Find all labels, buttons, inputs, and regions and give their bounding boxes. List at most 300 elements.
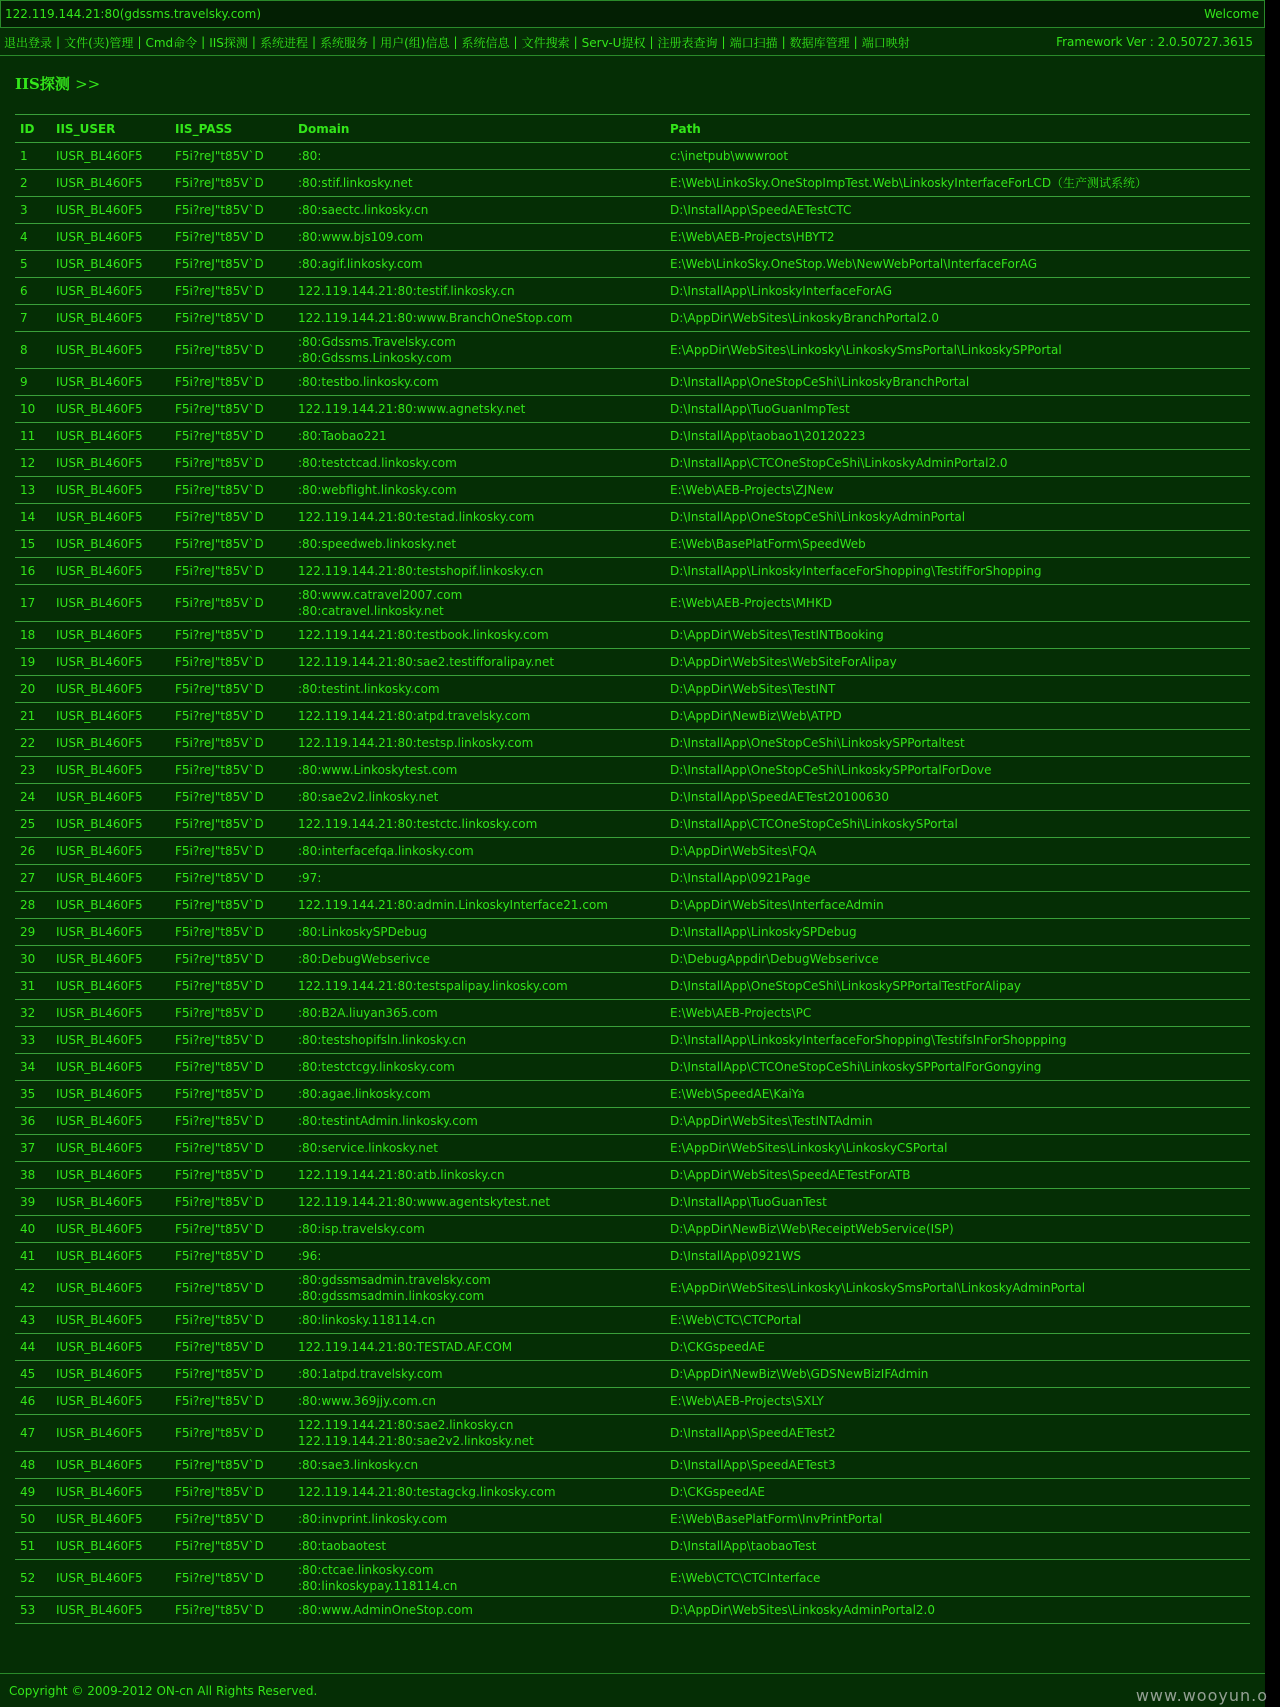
cell-path: D:\CKGspeedAE: [665, 1334, 1250, 1361]
cell-domain: [293, 1027, 665, 1054]
cell-domain: [293, 278, 665, 305]
table-row: [15, 1334, 1250, 1361]
cell-iis-user: IUSR_BL460F5: [51, 1243, 170, 1270]
domain-binding: :80:1atpd.travelsky.com: [298, 1367, 443, 1381]
cell-iis-user: IUSR_BL460F5: [51, 504, 170, 531]
table-row: [15, 865, 1250, 892]
cell-id: 1: [15, 143, 51, 170]
framework-version: Framework Ver : 2.0.50727.3615: [1056, 35, 1253, 49]
cell-id: 53: [15, 1597, 51, 1624]
table-row: [15, 757, 1250, 784]
cell-path: E:\Web\CTC\CTCInterface: [665, 1560, 1250, 1597]
cell-iis-user: IUSR_BL460F5: [51, 838, 170, 865]
table-row: [15, 1270, 1250, 1307]
cell-domain: [293, 251, 665, 278]
domain-binding: 122.119.144.21:80:testshopif.linkosky.cn: [298, 564, 544, 578]
cell-id: 24: [15, 784, 51, 811]
table-row: [15, 450, 1250, 477]
cell-path: D:\AppDir\WebSites\TestINTBooking: [665, 622, 1250, 649]
table-row: [15, 622, 1250, 649]
cell-id: 52: [15, 1560, 51, 1597]
cell-iis-user: IUSR_BL460F5: [51, 369, 170, 396]
table-row: [15, 1135, 1250, 1162]
domain-binding: :96:: [298, 1249, 322, 1263]
cell-iis-pass: F5i?reJ"t85V`D: [170, 946, 293, 973]
domain-binding: :80:isp.travelsky.com: [298, 1222, 425, 1236]
cell-path: D:\InstallApp\CTCOneStopCeShi\LinkoskySPPortalForGongying: [665, 1054, 1250, 1081]
nav-link[interactable]: IIS探测: [209, 35, 248, 50]
cell-iis-pass: F5i?reJ"t85V`D: [170, 1135, 293, 1162]
nav-separator: |: [573, 35, 578, 49]
cell-iis-user: IUSR_BL460F5: [51, 757, 170, 784]
cell-domain: [293, 1162, 665, 1189]
domain-binding: :80:www.bjs109.com: [298, 230, 424, 244]
cell-id: 10: [15, 396, 51, 423]
page-title: [15, 73, 100, 94]
nav-bar: [0, 29, 1265, 56]
domain-binding: :80:www.AdminOneStop.com: [298, 1603, 473, 1617]
nav-link[interactable]: 系统信息: [461, 35, 510, 50]
cell-path: D:\InstallApp\OneStopCeShi\LinkoskySPPortalForDove: [665, 757, 1250, 784]
cell-iis-user: IUSR_BL460F5: [51, 1506, 170, 1533]
cell-iis-pass: F5i?reJ"t85V`D: [170, 892, 293, 919]
cell-domain: [293, 892, 665, 919]
domain-binding: :80:stif.linkosky.net: [298, 176, 413, 190]
cell-path: D:\InstallApp\OneStopCeShi\LinkoskySPPortalTestForAlipay: [665, 973, 1250, 1000]
iis-table: [15, 114, 1250, 1624]
cell-id: 47: [15, 1415, 51, 1452]
cell-domain: [293, 332, 665, 369]
nav-link[interactable]: 文件搜索: [521, 35, 570, 50]
domain-binding: :80:www.catravel2007.com: [298, 588, 463, 602]
cell-iis-pass: F5i?reJ"t85V`D: [170, 504, 293, 531]
domain-binding: :97:: [298, 871, 322, 885]
cell-iis-user: IUSR_BL460F5: [51, 703, 170, 730]
cell-path: D:\InstallApp\SpeedAETest2: [665, 1415, 1250, 1452]
cell-domain: [293, 1597, 665, 1624]
cell-iis-user: IUSR_BL460F5: [51, 1000, 170, 1027]
cell-id: 45: [15, 1361, 51, 1388]
cell-domain: [293, 622, 665, 649]
cell-path: E:\AppDir\WebSites\Linkosky\LinkoskySmsPortal\LinkoskyAdminPortal: [665, 1270, 1250, 1307]
table-row: [15, 1216, 1250, 1243]
cell-domain: [293, 504, 665, 531]
cell-iis-pass: F5i?reJ"t85V`D: [170, 757, 293, 784]
domain-binding: 122.119.144.21:80:atb.linkosky.cn: [298, 1168, 505, 1182]
domain-binding: 122.119.144.21:80:testad.linkosky.com: [298, 510, 535, 524]
cell-iis-pass: F5i?reJ"t85V`D: [170, 1560, 293, 1597]
cell-iis-user: IUSR_BL460F5: [51, 251, 170, 278]
table-row: [15, 676, 1250, 703]
cell-iis-pass: F5i?reJ"t85V`D: [170, 251, 293, 278]
cell-iis-pass: F5i?reJ"t85V`D: [170, 919, 293, 946]
cell-domain: [293, 1135, 665, 1162]
table-row: [15, 946, 1250, 973]
cell-domain: [293, 1479, 665, 1506]
domain-binding: :80:interfacefqa.linkosky.com: [298, 844, 474, 858]
cell-iis-pass: F5i?reJ"t85V`D: [170, 676, 293, 703]
cell-iis-pass: F5i?reJ"t85V`D: [170, 1415, 293, 1452]
domain-binding: :80:Gdssms.Linkosky.com: [298, 351, 452, 365]
column-header-path: Path: [665, 115, 1250, 143]
domain-binding: :80:agae.linkosky.com: [298, 1087, 431, 1101]
cell-domain: [293, 919, 665, 946]
table-row: [15, 1479, 1250, 1506]
cell-path: E:\Web\SpeedAE\KaiYa: [665, 1081, 1250, 1108]
table-row: [15, 305, 1250, 332]
nav-separator: |: [649, 35, 654, 49]
nav-link[interactable]: 退出登录: [4, 35, 53, 50]
cell-path: D:\InstallApp\OneStopCeShi\LinkoskyAdminPortal: [665, 504, 1250, 531]
cell-domain: [293, 558, 665, 585]
cell-domain: [293, 676, 665, 703]
cell-id: 16: [15, 558, 51, 585]
domain-binding: 122.119.144.21:80:testsp.linkosky.com: [298, 736, 534, 750]
cell-domain: [293, 305, 665, 332]
cell-domain: [293, 477, 665, 504]
cell-iis-user: IUSR_BL460F5: [51, 1135, 170, 1162]
cell-iis-pass: F5i?reJ"t85V`D: [170, 1054, 293, 1081]
cell-path: D:\InstallApp\TuoGuanImpTest: [665, 396, 1250, 423]
cell-id: 35: [15, 1081, 51, 1108]
cell-id: 42: [15, 1270, 51, 1307]
domain-binding: :80:: [298, 149, 322, 163]
cell-path: E:\Web\LinkoSky.OneStop.Web\NewWebPortal\InterfaceForAG: [665, 251, 1250, 278]
cell-id: 46: [15, 1388, 51, 1415]
cell-iis-pass: F5i?reJ"t85V`D: [170, 730, 293, 757]
cell-path: D:\InstallApp\SpeedAETestCTC: [665, 197, 1250, 224]
cell-id: 40: [15, 1216, 51, 1243]
cell-iis-user: IUSR_BL460F5: [51, 450, 170, 477]
cell-path: E:\Web\AEB-Projects\SXLY: [665, 1388, 1250, 1415]
domain-binding: :80:service.linkosky.net: [298, 1141, 438, 1155]
cell-iis-pass: F5i?reJ"t85V`D: [170, 170, 293, 197]
table-row: [15, 1533, 1250, 1560]
table-row: [15, 1189, 1250, 1216]
watermark: www.wooyun.o: [1135, 1686, 1268, 1705]
cell-id: 23: [15, 757, 51, 784]
nav-link[interactable]: 端口扫描: [729, 35, 778, 50]
domain-binding: :80:Taobao221: [298, 429, 387, 443]
cell-path: E:\AppDir\WebSites\Linkosky\LinkoskySmsPortal\LinkoskySPPortal: [665, 332, 1250, 369]
table-row: [15, 1361, 1250, 1388]
cell-iis-user: IUSR_BL460F5: [51, 477, 170, 504]
cell-id: 29: [15, 919, 51, 946]
column-header-iis-user: IIS_USER: [51, 115, 170, 143]
domain-binding: 122.119.144.21:80:sae2v2.linkosky.net: [298, 1434, 534, 1448]
cell-id: 20: [15, 676, 51, 703]
table-row: [15, 1560, 1250, 1597]
cell-id: 27: [15, 865, 51, 892]
domain-binding: :80:linkosky.118114.cn: [298, 1313, 436, 1327]
cell-path: D:\AppDir\WebSites\InterfaceAdmin: [665, 892, 1250, 919]
nav-link[interactable]: 系统进程: [259, 35, 308, 50]
cell-domain: [293, 1307, 665, 1334]
cell-domain: [293, 531, 665, 558]
cell-iis-user: IUSR_BL460F5: [51, 1334, 170, 1361]
cell-iis-pass: F5i?reJ"t85V`D: [170, 332, 293, 369]
domain-binding: 122.119.144.21:80:admin.LinkoskyInterface21.com: [298, 898, 608, 912]
cell-id: 41: [15, 1243, 51, 1270]
table-row: [15, 784, 1250, 811]
domain-binding: :80:taobaotest: [298, 1539, 387, 1553]
nav-link[interactable]: Serv-U提权: [581, 35, 646, 50]
cell-iis-pass: F5i?reJ"t85V`D: [170, 811, 293, 838]
cell-domain: [293, 1560, 665, 1597]
table-row: [15, 1452, 1250, 1479]
table-row: [15, 332, 1250, 369]
cell-domain: [293, 973, 665, 1000]
cell-domain: [293, 369, 665, 396]
page-title-text: IIS探测: [15, 75, 70, 93]
domain-binding: :80:testbo.linkosky.com: [298, 375, 439, 389]
table-row: [15, 1388, 1250, 1415]
cell-iis-user: IUSR_BL460F5: [51, 919, 170, 946]
domain-binding: :80:testintAdmin.linkosky.com: [298, 1114, 478, 1128]
cell-path: D:\InstallApp\taobao1\20120223: [665, 423, 1250, 450]
cell-domain: [293, 1506, 665, 1533]
cell-domain: [293, 1334, 665, 1361]
cell-iis-user: IUSR_BL460F5: [51, 1162, 170, 1189]
cell-id: 6: [15, 278, 51, 305]
cell-iis-user: IUSR_BL460F5: [51, 622, 170, 649]
cell-domain: [293, 865, 665, 892]
cell-domain: [293, 730, 665, 757]
cell-path: D:\InstallApp\LinkoskyInterfaceForShopping\TestifsInForShoppping: [665, 1027, 1250, 1054]
cell-path: D:\AppDir\WebSites\WebSiteForAlipay: [665, 649, 1250, 676]
table-row: [15, 1027, 1250, 1054]
domain-binding: 122.119.144.21:80:TESTAD.AF.COM: [298, 1340, 513, 1354]
cell-domain: [293, 811, 665, 838]
cell-id: 38: [15, 1162, 51, 1189]
cell-path: D:\InstallApp\0921Page: [665, 865, 1250, 892]
cell-iis-pass: F5i?reJ"t85V`D: [170, 450, 293, 477]
cell-path: D:\InstallApp\CTCOneStopCeShi\LinkoskyAdminPortal2.0: [665, 450, 1250, 477]
cell-domain: [293, 784, 665, 811]
cell-domain: [293, 757, 665, 784]
nav-link[interactable]: Cmd命令: [145, 35, 198, 50]
nav-separator: |: [251, 35, 256, 49]
cell-id: 18: [15, 622, 51, 649]
cell-id: 30: [15, 946, 51, 973]
nav-separator: |: [853, 35, 858, 49]
cell-id: 34: [15, 1054, 51, 1081]
cell-path: D:\InstallApp\taobaoTest: [665, 1533, 1250, 1560]
cell-iis-pass: F5i?reJ"t85V`D: [170, 1216, 293, 1243]
cell-id: 36: [15, 1108, 51, 1135]
cell-path: D:\AppDir\NewBiz\Web\GDSNewBizIFAdmin: [665, 1361, 1250, 1388]
nav-separator: |: [201, 35, 206, 49]
nav-links: [4, 34, 910, 51]
nav-separator: |: [721, 35, 726, 49]
cell-id: 25: [15, 811, 51, 838]
cell-iis-pass: F5i?reJ"t85V`D: [170, 585, 293, 622]
cell-iis-pass: F5i?reJ"t85V`D: [170, 649, 293, 676]
table-row: [15, 1081, 1250, 1108]
table-row: [15, 1506, 1250, 1533]
cell-domain: [293, 946, 665, 973]
nav-separator: |: [513, 35, 518, 49]
cell-domain: [293, 1533, 665, 1560]
cell-path: D:\AppDir\WebSites\LinkoskyBranchPortal2.0: [665, 305, 1250, 332]
cell-iis-pass: F5i?reJ"t85V`D: [170, 1081, 293, 1108]
cell-path: E:\Web\BasePlatForm\InvPrintPortal: [665, 1506, 1250, 1533]
cell-id: 39: [15, 1189, 51, 1216]
cell-id: 7: [15, 305, 51, 332]
table-row: [15, 1000, 1250, 1027]
table-row: [15, 1597, 1250, 1624]
cell-iis-user: IUSR_BL460F5: [51, 396, 170, 423]
domain-binding: :80:Gdssms.Travelsky.com: [298, 335, 456, 349]
cell-iis-user: IUSR_BL460F5: [51, 1216, 170, 1243]
cell-path: E:\AppDir\WebSites\Linkosky\LinkoskyCSPortal: [665, 1135, 1250, 1162]
cell-iis-user: IUSR_BL460F5: [51, 558, 170, 585]
cell-iis-pass: F5i?reJ"t85V`D: [170, 1388, 293, 1415]
nav-separator: |: [372, 35, 377, 49]
nav-link[interactable]: 文件(夹)管理: [64, 35, 134, 50]
cell-iis-pass: F5i?reJ"t85V`D: [170, 622, 293, 649]
domain-binding: 122.119.144.21:80:www.agnetsky.net: [298, 402, 526, 416]
cell-iis-pass: F5i?reJ"t85V`D: [170, 1533, 293, 1560]
domain-binding: 122.119.144.21:80:testctc.linkosky.com: [298, 817, 538, 831]
cell-domain: [293, 423, 665, 450]
host-label: 122.119.144.21:80(gdssms.travelsky.com): [5, 7, 262, 21]
cell-id: 22: [15, 730, 51, 757]
cell-iis-user: IUSR_BL460F5: [51, 730, 170, 757]
cell-iis-user: IUSR_BL460F5: [51, 892, 170, 919]
cell-domain: [293, 585, 665, 622]
nav-link[interactable]: 系统服务: [320, 35, 369, 50]
domain-binding: 122.119.144.21:80:testbook.linkosky.com: [298, 628, 549, 642]
cell-id: 32: [15, 1000, 51, 1027]
cell-iis-pass: F5i?reJ"t85V`D: [170, 1000, 293, 1027]
cell-path: D:\InstallApp\OneStopCeShi\LinkoskyBranchPortal: [665, 369, 1250, 396]
nav-separator: |: [781, 35, 786, 49]
cell-domain: [293, 838, 665, 865]
cell-iis-user: IUSR_BL460F5: [51, 1054, 170, 1081]
cell-id: 28: [15, 892, 51, 919]
nav-separator: |: [137, 35, 142, 49]
cell-id: 15: [15, 531, 51, 558]
cell-iis-pass: F5i?reJ"t85V`D: [170, 224, 293, 251]
column-header-iis-pass: IIS_PASS: [170, 115, 293, 143]
cell-domain: [293, 1270, 665, 1307]
cell-iis-pass: F5i?reJ"t85V`D: [170, 1162, 293, 1189]
domain-binding: :80:linkoskypay.118114.cn: [298, 1579, 458, 1593]
cell-domain: [293, 1108, 665, 1135]
nav-link[interactable]: 数据库管理: [789, 35, 850, 50]
cell-iis-user: IUSR_BL460F5: [51, 649, 170, 676]
cell-path: D:\CKGspeedAE: [665, 1479, 1250, 1506]
cell-domain: [293, 224, 665, 251]
cell-id: 31: [15, 973, 51, 1000]
nav-separator: |: [453, 35, 458, 49]
cell-iis-user: IUSR_BL460F5: [51, 1452, 170, 1479]
cell-path: D:\InstallApp\SpeedAETest3: [665, 1452, 1250, 1479]
table-row: [15, 1415, 1250, 1452]
nav-link[interactable]: 用户(组)信息: [380, 35, 450, 50]
cell-iis-user: IUSR_BL460F5: [51, 332, 170, 369]
cell-id: 48: [15, 1452, 51, 1479]
page-title-suffix: >>: [75, 75, 101, 93]
cell-domain: [293, 649, 665, 676]
domain-binding: :80:gdssmsadmin.linkosky.com: [298, 1289, 485, 1303]
nav-link[interactable]: 端口映射: [861, 35, 910, 50]
right-edge: [1265, 0, 1280, 1707]
table-row: [15, 811, 1250, 838]
nav-link[interactable]: 注册表查询: [657, 35, 718, 50]
cell-iis-pass: F5i?reJ"t85V`D: [170, 477, 293, 504]
cell-path: D:\AppDir\WebSites\TestINTAdmin: [665, 1108, 1250, 1135]
table-row: [15, 1162, 1250, 1189]
cell-id: 21: [15, 703, 51, 730]
cell-id: 14: [15, 504, 51, 531]
cell-path: D:\InstallApp\SpeedAETest20100630: [665, 784, 1250, 811]
table-row: [15, 251, 1250, 278]
domain-binding: 122.119.144.21:80:www.BranchOneStop.com: [298, 311, 573, 325]
domain-binding: :80:www.369jjy.com.cn: [298, 1394, 436, 1408]
domain-binding: :80:testctcad.linkosky.com: [298, 456, 457, 470]
cell-domain: [293, 450, 665, 477]
cell-path: E:\Web\BasePlatForm\SpeedWeb: [665, 531, 1250, 558]
nav-separator: |: [56, 35, 61, 49]
cell-id: 49: [15, 1479, 51, 1506]
table-row: [15, 278, 1250, 305]
table-row: [15, 1108, 1250, 1135]
cell-iis-pass: F5i?reJ"t85V`D: [170, 703, 293, 730]
cell-id: 44: [15, 1334, 51, 1361]
cell-id: 4: [15, 224, 51, 251]
cell-domain: [293, 1000, 665, 1027]
cell-iis-user: IUSR_BL460F5: [51, 1560, 170, 1597]
cell-id: 37: [15, 1135, 51, 1162]
cell-path: D:\AppDir\NewBiz\Web\ReceiptWebService(ISP): [665, 1216, 1250, 1243]
cell-id: 50: [15, 1506, 51, 1533]
cell-path: E:\Web\AEB-Projects\MHKD: [665, 585, 1250, 622]
cell-iis-user: IUSR_BL460F5: [51, 1597, 170, 1624]
cell-id: 26: [15, 838, 51, 865]
cell-path: E:\Web\AEB-Projects\ZJNew: [665, 477, 1250, 504]
footer: [0, 1673, 1265, 1707]
cell-iis-pass: F5i?reJ"t85V`D: [170, 423, 293, 450]
cell-path: E:\Web\AEB-Projects\HBYT2: [665, 224, 1250, 251]
domain-binding: :80:testctcgy.linkosky.com: [298, 1060, 455, 1074]
cell-path: D:\DebugAppdir\DebugWebserivce: [665, 946, 1250, 973]
cell-domain: [293, 1081, 665, 1108]
cell-iis-user: IUSR_BL460F5: [51, 1108, 170, 1135]
cell-domain: [293, 170, 665, 197]
table-row: [15, 892, 1250, 919]
cell-path: E:\Web\AEB-Projects\PC: [665, 1000, 1250, 1027]
cell-iis-user: IUSR_BL460F5: [51, 1081, 170, 1108]
cell-path: D:\InstallApp\0921WS: [665, 1243, 1250, 1270]
cell-iis-pass: F5i?reJ"t85V`D: [170, 369, 293, 396]
cell-iis-user: IUSR_BL460F5: [51, 1533, 170, 1560]
cell-iis-pass: F5i?reJ"t85V`D: [170, 1027, 293, 1054]
cell-path: D:\InstallApp\OneStopCeShi\LinkoskySPPortaltest: [665, 730, 1250, 757]
table-row: [15, 170, 1250, 197]
column-header-id: ID: [15, 115, 51, 143]
domain-binding: :80:sae3.linkosky.cn: [298, 1458, 419, 1472]
domain-binding: 122.119.144.21:80:testspalipay.linkosky.com: [298, 979, 568, 993]
cell-id: 19: [15, 649, 51, 676]
cell-iis-pass: F5i?reJ"t85V`D: [170, 1108, 293, 1135]
cell-iis-pass: F5i?reJ"t85V`D: [170, 784, 293, 811]
cell-path: D:\AppDir\WebSites\TestINT: [665, 676, 1250, 703]
cell-path: E:\Web\LinkoSky.OneStopImpTest.Web\LinkoskyInterfaceForLCD（生产测试系统）: [665, 170, 1250, 197]
cell-domain: [293, 197, 665, 224]
cell-path: D:\InstallApp\LinkoskyInterfaceForAG: [665, 278, 1250, 305]
